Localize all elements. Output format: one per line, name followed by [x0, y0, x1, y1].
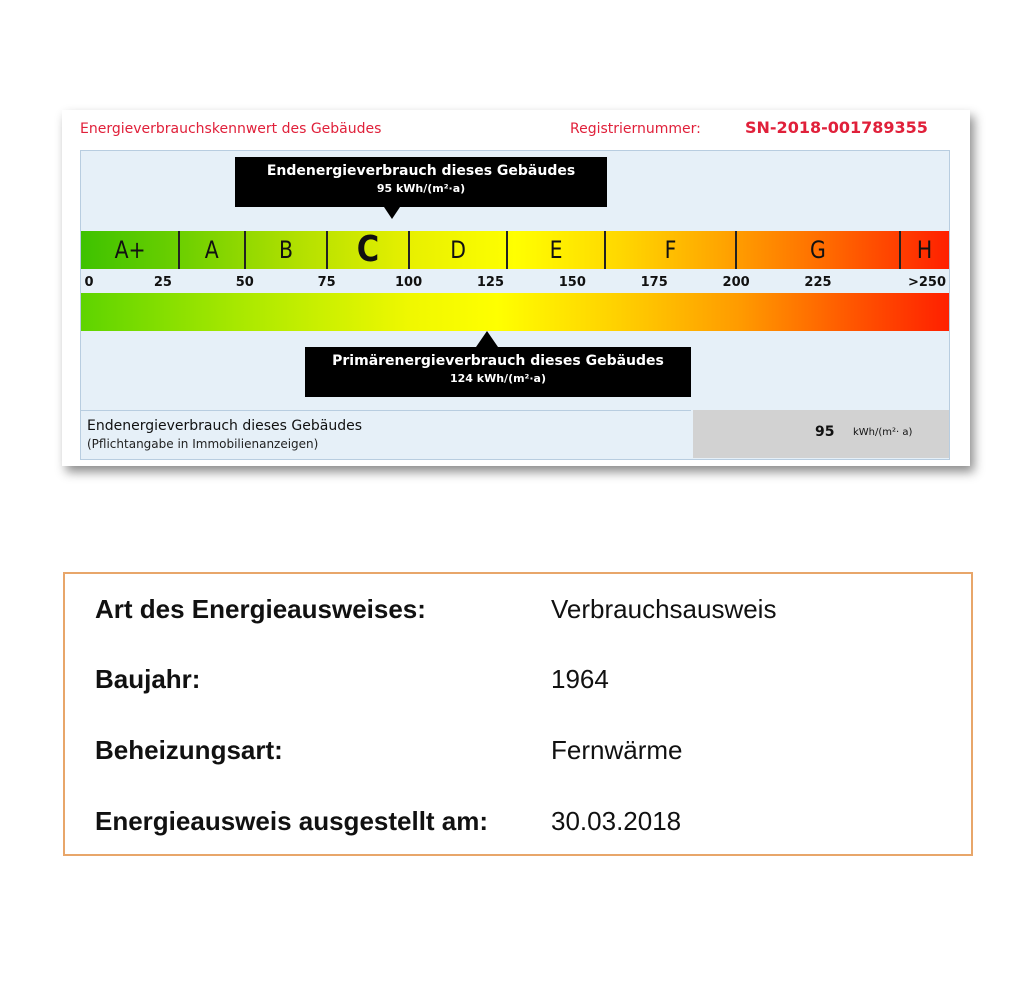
mandatory-unit: kWh/(m²· a): [853, 427, 913, 438]
class-divider: [326, 231, 328, 269]
scale-tick-label: 0: [84, 275, 94, 290]
class-divider: [244, 231, 246, 269]
energy-class-e: E: [549, 236, 563, 264]
certificate-type-label: Art des Energieausweises:: [95, 594, 426, 624]
mandatory-info-note: (Pflichtangabe in Immobilienanzeigen): [87, 437, 319, 451]
final-energy-callout-title: Endenergieverbrauch dieses Gebäudes: [266, 163, 576, 179]
scale-tick-label: 25: [153, 275, 172, 290]
final-energy-callout: [235, 157, 607, 207]
heating-type-value: Fernwärme: [551, 735, 683, 765]
registration-number: SN-2018-001789355: [745, 118, 928, 137]
energy-class-aplus: A+: [114, 236, 146, 264]
issue-date-value: 30.03.2018: [551, 806, 682, 836]
primary-energy-callout-value: 124 kWh/(m²·a): [449, 372, 547, 385]
class-divider: [899, 231, 901, 269]
registration-label: Registriernummer:: [570, 121, 701, 137]
energy-label-header: [80, 118, 950, 140]
energy-class-h: H: [916, 236, 933, 264]
energy-class-g: G: [810, 236, 826, 264]
primary-energy-pointer: [476, 331, 498, 347]
energy-class-c: C: [356, 229, 379, 270]
class-divider: [178, 231, 180, 269]
energy-label-card: [62, 110, 970, 466]
scale-tick-label: 100: [394, 275, 423, 290]
scale-tick-label: >250: [907, 275, 947, 290]
mandatory-info-cell: [81, 410, 691, 459]
heating-type-label: Beheizungsart:: [95, 735, 283, 765]
energy-class-f: F: [664, 236, 677, 264]
energy-class-b: B: [278, 236, 293, 264]
energy-scale-panel: [80, 150, 950, 460]
class-divider: [408, 231, 410, 269]
energy-class-scale: [81, 231, 949, 269]
energy-class-a: A: [205, 236, 219, 264]
construction-year-value: 1964: [551, 664, 609, 694]
class-divider: [506, 231, 508, 269]
final-energy-callout-value: 95 kWh/(m²·a): [376, 182, 466, 195]
scale-tick-label: 225: [804, 275, 832, 290]
scale-tick-label: 200: [722, 275, 750, 290]
mandatory-value-cell: [693, 410, 949, 458]
class-divider: [735, 231, 737, 269]
scale-tick-label: 175: [640, 275, 668, 290]
scale-tick-label: 150: [558, 275, 586, 290]
scale-tick-label: 125: [476, 275, 504, 290]
certificate-info-box: [63, 572, 973, 856]
mandatory-info-title: Endenergieverbrauch dieses Gebäudes: [87, 418, 363, 434]
class-divider: [604, 231, 606, 269]
scale-tick-label: 75: [317, 275, 336, 290]
construction-year-label: Baujahr:: [95, 664, 201, 694]
primary-energy-callout: [305, 347, 691, 397]
scale-tick-label: 50: [235, 275, 254, 290]
final-energy-pointer: [384, 207, 400, 219]
primary-energy-callout-title: Primärenergieverbrauch dieses Gebäudes: [332, 353, 664, 369]
energy-label-title: Energieverbrauchskennwert des Gebäudes: [80, 121, 382, 137]
energy-class-d: D: [449, 236, 466, 264]
issue-date-label: Energieausweis ausgestellt am:: [95, 806, 489, 836]
mandatory-value: 95: [815, 424, 835, 440]
primary-energy-gradient: [81, 293, 949, 331]
certificate-type-value: Verbrauchsausweis: [551, 594, 777, 624]
